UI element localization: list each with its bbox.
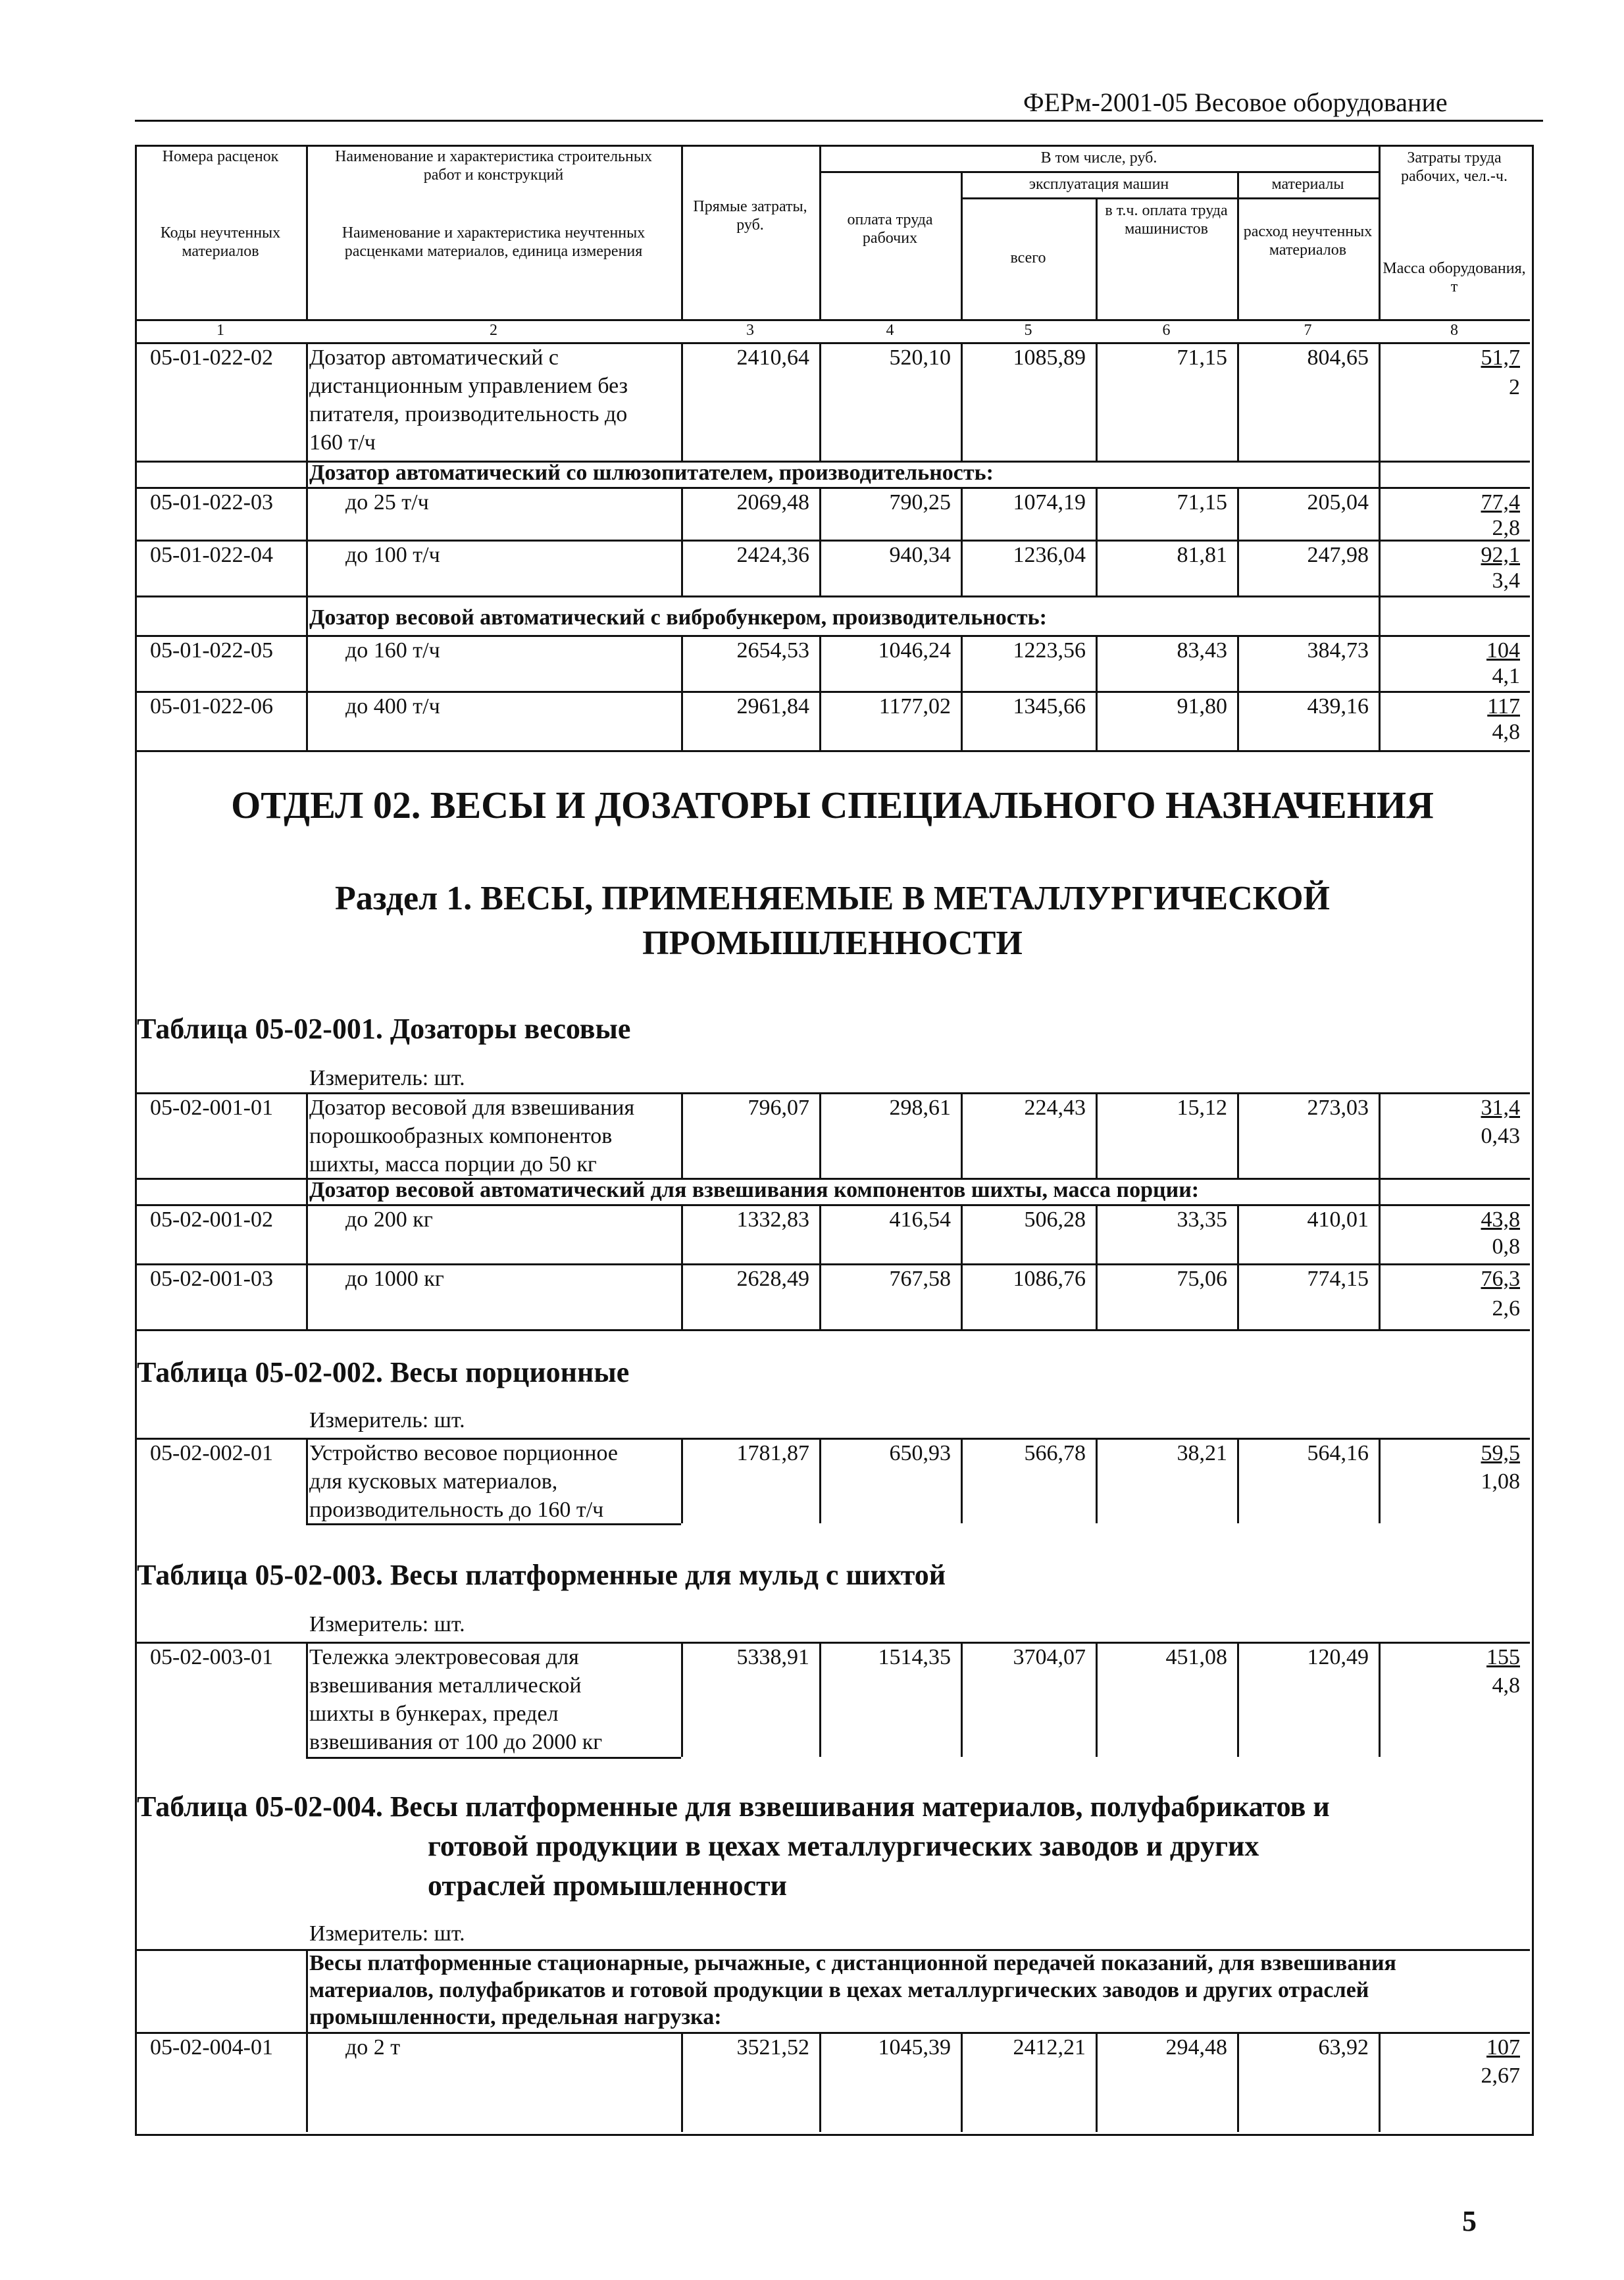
col4-header: оплата труда рабочих bbox=[847, 211, 933, 247]
col1-header-bottom: Коды неучтенных материалов bbox=[160, 224, 281, 260]
row-name: Устройство весовое порционное bbox=[309, 1441, 619, 1465]
equipment-mass: 4,1 bbox=[1492, 664, 1520, 688]
col2-header-bottom: Наименование и характеристика неучтенных расценками материалов, единица измерения bbox=[342, 224, 646, 260]
machines-total: 2412,21 bbox=[1013, 2035, 1086, 2060]
direct-cost: 2410,64 bbox=[736, 345, 809, 370]
labor-hours: 155 bbox=[1486, 1645, 1520, 1669]
measure-unit: Измеритель: шт. bbox=[309, 1612, 465, 1636]
table-title: готовой продукции в цехах металлургических заводов и других bbox=[428, 1830, 1259, 1862]
row-name: взвешивания от 100 до 2000 кг bbox=[309, 1730, 603, 1754]
row-name: дистанционным управлением без bbox=[309, 374, 628, 398]
direct-cost: 796,07 bbox=[748, 1096, 809, 1120]
machines-total: 566,78 bbox=[1024, 1441, 1086, 1465]
equipment-mass: 3,4 bbox=[1492, 569, 1520, 593]
row-name: взвешивания металлической bbox=[309, 1673, 582, 1698]
row-name: 160 т/ч bbox=[309, 430, 376, 455]
labor-hours: 43,8 bbox=[1481, 1207, 1520, 1232]
direct-cost: 1332,83 bbox=[736, 1207, 809, 1232]
subsection-title: ПРОМЫШЛЕННОСТИ bbox=[642, 925, 1023, 962]
table-title: Таблица 05-02-001. Дозаторы весовые bbox=[137, 1013, 631, 1045]
row-code: 05-01-022-05 bbox=[150, 638, 273, 663]
row-name: до 160 т/ч bbox=[345, 638, 440, 663]
direct-cost: 1781,87 bbox=[736, 1441, 809, 1465]
group-header: материалов, полуфабрикатов и готовой продукции в цехах металлургических заводов и других отраслей bbox=[309, 1978, 1369, 2002]
labor-hours: 51,7 bbox=[1481, 345, 1520, 370]
row-code: 05-01-022-06 bbox=[150, 694, 273, 719]
col5-header: всего bbox=[1010, 249, 1046, 266]
equipment-mass: 2,8 bbox=[1492, 516, 1520, 540]
labor-pay: 767,58 bbox=[889, 1267, 951, 1291]
row-code: 05-02-002-01 bbox=[150, 1441, 273, 1465]
machines-total: 1085,89 bbox=[1013, 345, 1086, 370]
group-header: Дозатор весовой автоматический с вибробункером, производительность: bbox=[309, 605, 1047, 630]
materials: 273,03 bbox=[1307, 1096, 1369, 1120]
equipment-mass: 1,08 bbox=[1481, 1469, 1520, 1494]
table-title: Таблица 05-02-004. Весы платформенные для взвешивания материалов, полуфабрикатов и bbox=[137, 1790, 1330, 1823]
col8-header-bottom: Масса оборудования, т bbox=[1383, 260, 1526, 295]
col-number: 4 bbox=[886, 322, 894, 339]
row-code: 05-02-001-01 bbox=[150, 1096, 273, 1120]
labor-hours: 77,4 bbox=[1481, 490, 1520, 515]
machinists-pay: 91,80 bbox=[1177, 694, 1227, 719]
machines-total: 1345,66 bbox=[1013, 694, 1086, 719]
materials: 439,16 bbox=[1307, 694, 1369, 719]
labor-hours: 92,1 bbox=[1481, 543, 1520, 567]
direct-cost: 3521,52 bbox=[736, 2035, 809, 2060]
machines-total: 1086,76 bbox=[1013, 1267, 1086, 1291]
row-name: порошкообразных компонентов bbox=[309, 1124, 613, 1148]
table-title: отраслей промышленности bbox=[428, 1869, 788, 1902]
col2-header-top: Наименование и характеристика строительных работ и конструкций bbox=[335, 148, 652, 184]
equipment-mass: 4,8 bbox=[1492, 720, 1520, 744]
machinists-pay: 71,15 bbox=[1177, 490, 1227, 515]
group-header: промышленности, предельная нагрузка: bbox=[309, 2005, 722, 2029]
measure-unit: Измеритель: шт. bbox=[309, 1921, 465, 1946]
row-name: до 1000 кг bbox=[345, 1267, 444, 1291]
labor-pay: 940,34 bbox=[889, 543, 951, 567]
machines-total: 224,43 bbox=[1024, 1096, 1086, 1120]
row-code: 05-01-022-02 bbox=[150, 345, 273, 370]
group-header: Дозатор автоматический со шлюзопитателем, производительность: bbox=[309, 461, 994, 485]
row-name: Дозатор весовой для взвешивания bbox=[309, 1096, 635, 1120]
col-number: 5 bbox=[1024, 322, 1032, 339]
col-number: 1 bbox=[216, 322, 224, 339]
col-number: 3 bbox=[746, 322, 754, 339]
row-code: 05-01-022-04 bbox=[150, 543, 273, 567]
header-rule bbox=[135, 120, 1543, 122]
materials: 410,01 bbox=[1307, 1207, 1369, 1232]
page-number: 5 bbox=[1462, 2205, 1477, 2237]
row-name: Дозатор автоматический с bbox=[309, 345, 559, 370]
col8-header-top: Затраты труда рабочих, чел.-ч. bbox=[1401, 149, 1508, 185]
direct-cost: 2069,48 bbox=[736, 490, 809, 515]
machinists-pay: 451,08 bbox=[1165, 1645, 1227, 1669]
machinists-pay: 81,81 bbox=[1177, 543, 1227, 567]
col7-header: расход неучтенных материалов bbox=[1243, 223, 1373, 259]
labor-hours: 107 bbox=[1486, 2035, 1520, 2060]
row-name: Тележка электровесовая для bbox=[309, 1645, 579, 1669]
incl-header: В том числе, руб. bbox=[1040, 149, 1157, 166]
row-name: шихты в бункерах, предел bbox=[309, 1702, 559, 1726]
measure-unit: Измеритель: шт. bbox=[309, 1066, 465, 1090]
equipment-mass: 2,6 bbox=[1492, 1296, 1520, 1321]
materials: 384,73 bbox=[1307, 638, 1369, 663]
equipment-mass: 4,8 bbox=[1492, 1673, 1520, 1698]
labor-pay: 1045,39 bbox=[878, 2035, 951, 2060]
row-code: 05-02-001-02 bbox=[150, 1207, 273, 1232]
machinists-pay: 75,06 bbox=[1177, 1267, 1227, 1291]
row-name: до 2 т bbox=[345, 2035, 401, 2060]
labor-pay: 1514,35 bbox=[878, 1645, 951, 1669]
equipment-mass: 0,43 bbox=[1481, 1124, 1520, 1148]
labor-pay: 520,10 bbox=[889, 345, 951, 370]
row-name: до 400 т/ч bbox=[345, 694, 440, 719]
row-code: 05-02-004-01 bbox=[150, 2035, 273, 2060]
labor-pay: 1046,24 bbox=[878, 638, 951, 663]
col6-header: в т.ч. оплата труда машинистов bbox=[1105, 202, 1228, 238]
direct-cost: 5338,91 bbox=[736, 1645, 809, 1669]
machines-total: 506,28 bbox=[1024, 1207, 1086, 1232]
labor-hours: 76,3 bbox=[1481, 1267, 1520, 1291]
equipment-mass: 0,8 bbox=[1492, 1234, 1520, 1259]
labor-pay: 1177,02 bbox=[878, 694, 951, 719]
machinists-pay: 15,12 bbox=[1177, 1096, 1227, 1120]
materials-header: материалы bbox=[1271, 176, 1344, 193]
machinists-pay: 38,21 bbox=[1177, 1441, 1227, 1465]
labor-hours: 59,5 bbox=[1481, 1441, 1520, 1465]
materials: 804,65 bbox=[1307, 345, 1369, 370]
row-code: 05-01-022-03 bbox=[150, 490, 273, 515]
row-name: шихты, масса порции до 50 кг bbox=[309, 1152, 597, 1177]
document-header: ФЕРм-2001-05 Весовое оборудование bbox=[1023, 88, 1448, 117]
row-name: для кусковых материалов, bbox=[309, 1469, 558, 1494]
labor-pay: 790,25 bbox=[889, 490, 951, 515]
row-name: до 100 т/ч bbox=[345, 543, 440, 567]
machinists-pay: 294,48 bbox=[1165, 2035, 1227, 2060]
materials: 120,49 bbox=[1307, 1645, 1369, 1669]
section-title: ОТДЕЛ 02. ВЕСЫ И ДОЗАТОРЫ СПЕЦИАЛЬНОГО НАЗНАЧЕНИЯ bbox=[231, 784, 1434, 826]
machines-header: эксплуатация машин bbox=[1028, 176, 1169, 193]
machines-total: 1223,56 bbox=[1013, 638, 1086, 663]
machines-total: 1236,04 bbox=[1013, 543, 1086, 567]
table-title: Таблица 05-02-003. Весы платформенные для мульд с шихтой bbox=[137, 1559, 946, 1591]
labor-pay: 650,93 bbox=[889, 1441, 951, 1465]
materials: 247,98 bbox=[1307, 543, 1369, 567]
equipment-mass: 2,67 bbox=[1481, 2064, 1520, 2088]
machines-total: 3704,07 bbox=[1013, 1645, 1086, 1669]
machinists-pay: 83,43 bbox=[1177, 638, 1227, 663]
machinists-pay: 71,15 bbox=[1177, 345, 1227, 370]
labor-hours: 104 bbox=[1486, 638, 1520, 663]
labor-pay: 298,61 bbox=[889, 1096, 951, 1120]
machines-total: 1074,19 bbox=[1013, 490, 1086, 515]
col1-header-top: Номера расценок bbox=[162, 148, 279, 165]
subsection-title: Раздел 1. ВЕСЫ, ПРИМЕНЯЕМЫЕ В МЕТАЛЛУРГИЧЕСКОЙ bbox=[335, 880, 1330, 917]
direct-cost: 2654,53 bbox=[736, 638, 809, 663]
col-number: 7 bbox=[1304, 322, 1312, 339]
row-code: 05-02-001-03 bbox=[150, 1267, 273, 1291]
materials: 774,15 bbox=[1307, 1267, 1369, 1291]
materials: 63,92 bbox=[1318, 2035, 1369, 2060]
col-number: 8 bbox=[1450, 322, 1458, 339]
materials: 205,04 bbox=[1307, 490, 1369, 515]
table-title: Таблица 05-02-002. Весы порционные bbox=[137, 1356, 630, 1388]
group-header: Дозатор весовой автоматический для взвешивания компонентов шихты, масса порции: bbox=[309, 1178, 1200, 1202]
group-header: Весы платформенные стационарные, рычажные, с дистанционной передачей показаний, для взвешивания bbox=[309, 1951, 1396, 1975]
col3-header: Прямые затраты, руб. bbox=[693, 198, 807, 234]
equipment-mass: 2 bbox=[1509, 375, 1520, 399]
labor-pay: 416,54 bbox=[889, 1207, 951, 1232]
materials: 564,16 bbox=[1307, 1441, 1369, 1465]
row-code: 05-02-003-01 bbox=[150, 1645, 273, 1669]
machinists-pay: 33,35 bbox=[1177, 1207, 1227, 1232]
measure-unit: Измеритель: шт. bbox=[309, 1408, 465, 1432]
col-number: 2 bbox=[490, 322, 497, 339]
labor-hours: 31,4 bbox=[1481, 1096, 1520, 1120]
row-name: до 25 т/ч bbox=[345, 490, 429, 515]
col-number: 6 bbox=[1162, 322, 1171, 339]
row-name: питателя, производительность до bbox=[309, 402, 628, 426]
direct-cost: 2628,49 bbox=[736, 1267, 809, 1291]
row-name: до 200 кг bbox=[345, 1207, 433, 1232]
labor-hours: 117 bbox=[1487, 694, 1520, 719]
direct-cost: 2424,36 bbox=[736, 543, 809, 567]
row-name: производительность до 160 т/ч bbox=[309, 1498, 604, 1522]
direct-cost: 2961,84 bbox=[736, 694, 809, 719]
